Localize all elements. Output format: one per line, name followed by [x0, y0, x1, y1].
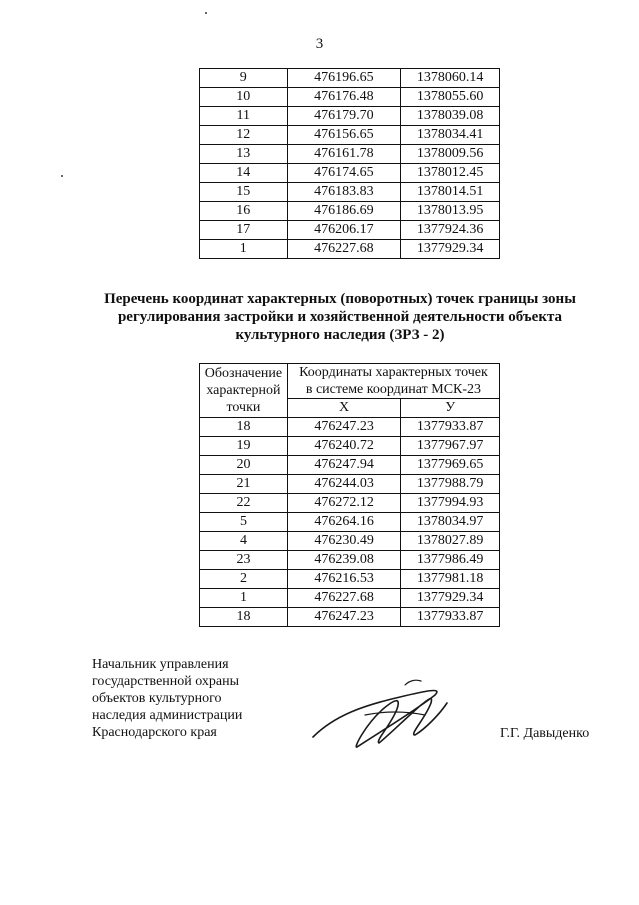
point-number-cell: 5 — [200, 513, 288, 532]
scan-speck — [205, 12, 207, 14]
table-row — [200, 126, 500, 145]
point-number-cell: 17 — [200, 221, 288, 240]
y-coordinate-cell: 1378009.56 — [401, 145, 500, 164]
point-number-cell: 13 — [200, 145, 288, 164]
x-coordinate-cell: 476230.49 — [287, 532, 400, 551]
y-coordinate-cell: 1377969.65 — [401, 456, 500, 475]
table-row — [200, 221, 500, 240]
x-coordinate-cell: 476174.65 — [287, 164, 401, 183]
y-coordinate-cell: 1377981.18 — [401, 570, 500, 589]
point-number-cell: 2 — [200, 570, 288, 589]
y-coordinate-cell: 1378055.60 — [401, 88, 500, 107]
signatory-line: наследия администрации — [92, 708, 243, 723]
y-coordinate-cell: 1377967.97 — [401, 437, 500, 456]
section-heading — [90, 290, 590, 344]
y-coordinate-cell: 1378014.51 — [401, 183, 500, 202]
point-number-cell: 9 — [200, 69, 288, 88]
point-number-cell: 22 — [200, 494, 288, 513]
x-coordinate-cell: 476196.65 — [287, 69, 401, 88]
point-number-cell: 1 — [200, 240, 288, 259]
point-number-cell: 4 — [200, 532, 288, 551]
point-number-cell: 18 — [200, 608, 288, 627]
y-coordinate-cell: 1378012.45 — [401, 164, 500, 183]
scan-speck — [61, 175, 63, 177]
point-number-cell: 19 — [200, 437, 288, 456]
x-coordinate-cell: 476247.94 — [287, 456, 400, 475]
table-row — [200, 437, 500, 456]
point-designation-header: Обозначение характерной точки — [200, 364, 288, 418]
handwritten-signature — [305, 675, 455, 755]
y-coordinate-cell: 1378034.97 — [401, 513, 500, 532]
coordinates-group-header: Координаты характерных точек в системе координат МСК-23 — [287, 364, 499, 399]
y-coordinate-cell: 1377986.49 — [401, 551, 500, 570]
y-coordinate-cell: 1377933.87 — [401, 608, 500, 627]
x-coordinate-cell: 476272.12 — [287, 494, 400, 513]
x-coordinate-cell: 476239.08 — [287, 551, 400, 570]
y-coordinate-cell: 1378034.41 — [401, 126, 500, 145]
x-coordinate-cell: 476161.78 — [287, 145, 401, 164]
x-coordinate-cell: 476244.03 — [287, 475, 400, 494]
x-coordinate-cell: 476183.83 — [287, 183, 401, 202]
point-number-cell: 18 — [200, 418, 288, 437]
x-coordinate-cell: 476206.17 — [287, 221, 401, 240]
signatory-line: государственной охраны — [92, 674, 240, 689]
x-coordinate-cell: 476227.68 — [287, 589, 400, 608]
y-coordinate-cell: 1377924.36 — [401, 221, 500, 240]
heading-line: Перечень координат характерных (поворотных) точек границы зоны — [104, 291, 576, 307]
point-number-cell: 14 — [200, 164, 288, 183]
y-coordinate-cell: 1377988.79 — [401, 475, 500, 494]
table-row — [200, 107, 500, 126]
point-number-cell: 20 — [200, 456, 288, 475]
point-number-cell: 1 — [200, 589, 288, 608]
point-number-cell: 23 — [200, 551, 288, 570]
y-coordinate-cell: 1378039.08 — [401, 107, 500, 126]
point-number-cell: 12 — [200, 126, 288, 145]
point-number-cell: 15 — [200, 183, 288, 202]
point-number-cell: 21 — [200, 475, 288, 494]
table-row — [200, 551, 500, 570]
x-coordinate-cell: 476216.53 — [287, 570, 400, 589]
y-coordinate-cell: 1377929.34 — [401, 589, 500, 608]
table-row — [200, 608, 500, 627]
x-coordinate-cell: 476247.23 — [287, 608, 400, 627]
table-row — [200, 69, 500, 88]
x-coordinate-cell: 476186.69 — [287, 202, 401, 221]
y-coordinate-cell: 1378060.14 — [401, 69, 500, 88]
table-row — [200, 88, 500, 107]
signatory-title — [92, 656, 242, 741]
x-coordinate-cell: 476240.72 — [287, 437, 400, 456]
table-row — [200, 418, 500, 437]
table-row — [200, 532, 500, 551]
point-number-cell: 11 — [200, 107, 288, 126]
point-number-cell: 16 — [200, 202, 288, 221]
table-row — [200, 494, 500, 513]
table-row — [200, 456, 500, 475]
y-coordinate-cell: 1377929.34 — [401, 240, 500, 259]
table-row — [200, 183, 500, 202]
signatory-line: Краснодарского края — [92, 725, 217, 740]
x-column-header: Х — [287, 399, 400, 418]
y-column-header: У — [401, 399, 500, 418]
signatory-line: Начальник управления — [92, 657, 229, 672]
x-coordinate-cell: 476227.68 — [287, 240, 401, 259]
x-coordinate-cell: 476176.48 — [287, 88, 401, 107]
coordinates-table-zrz2 — [199, 363, 500, 627]
table-row — [200, 240, 500, 259]
signatory-line: объектов культурного — [92, 691, 222, 706]
y-coordinate-cell: 1378013.95 — [401, 202, 500, 221]
x-coordinate-cell: 476179.70 — [287, 107, 401, 126]
table-row — [200, 570, 500, 589]
x-coordinate-cell: 476264.16 — [287, 513, 400, 532]
x-coordinate-cell: 476247.23 — [287, 418, 400, 437]
coordinates-table-continued — [199, 68, 500, 259]
heading-line: регулирования застройки и хозяйственной деятельности объекта — [117, 309, 563, 325]
point-number-cell: 10 — [200, 88, 288, 107]
x-coordinate-cell: 476156.65 — [287, 126, 401, 145]
table-row — [200, 475, 500, 494]
table-row — [200, 589, 500, 608]
y-coordinate-cell: 1377933.87 — [401, 418, 500, 437]
signatory-name: Г.Г. Давыденко — [500, 726, 590, 741]
table-row — [200, 164, 500, 183]
y-coordinate-cell: 1378027.89 — [401, 532, 500, 551]
y-coordinate-cell: 1377994.93 — [401, 494, 500, 513]
page-number: 3 — [315, 36, 324, 52]
table-row — [200, 513, 500, 532]
table-row — [200, 202, 500, 221]
table-row — [200, 145, 500, 164]
heading-line: культурного наследия (ЗРЗ - 2) — [235, 327, 445, 343]
